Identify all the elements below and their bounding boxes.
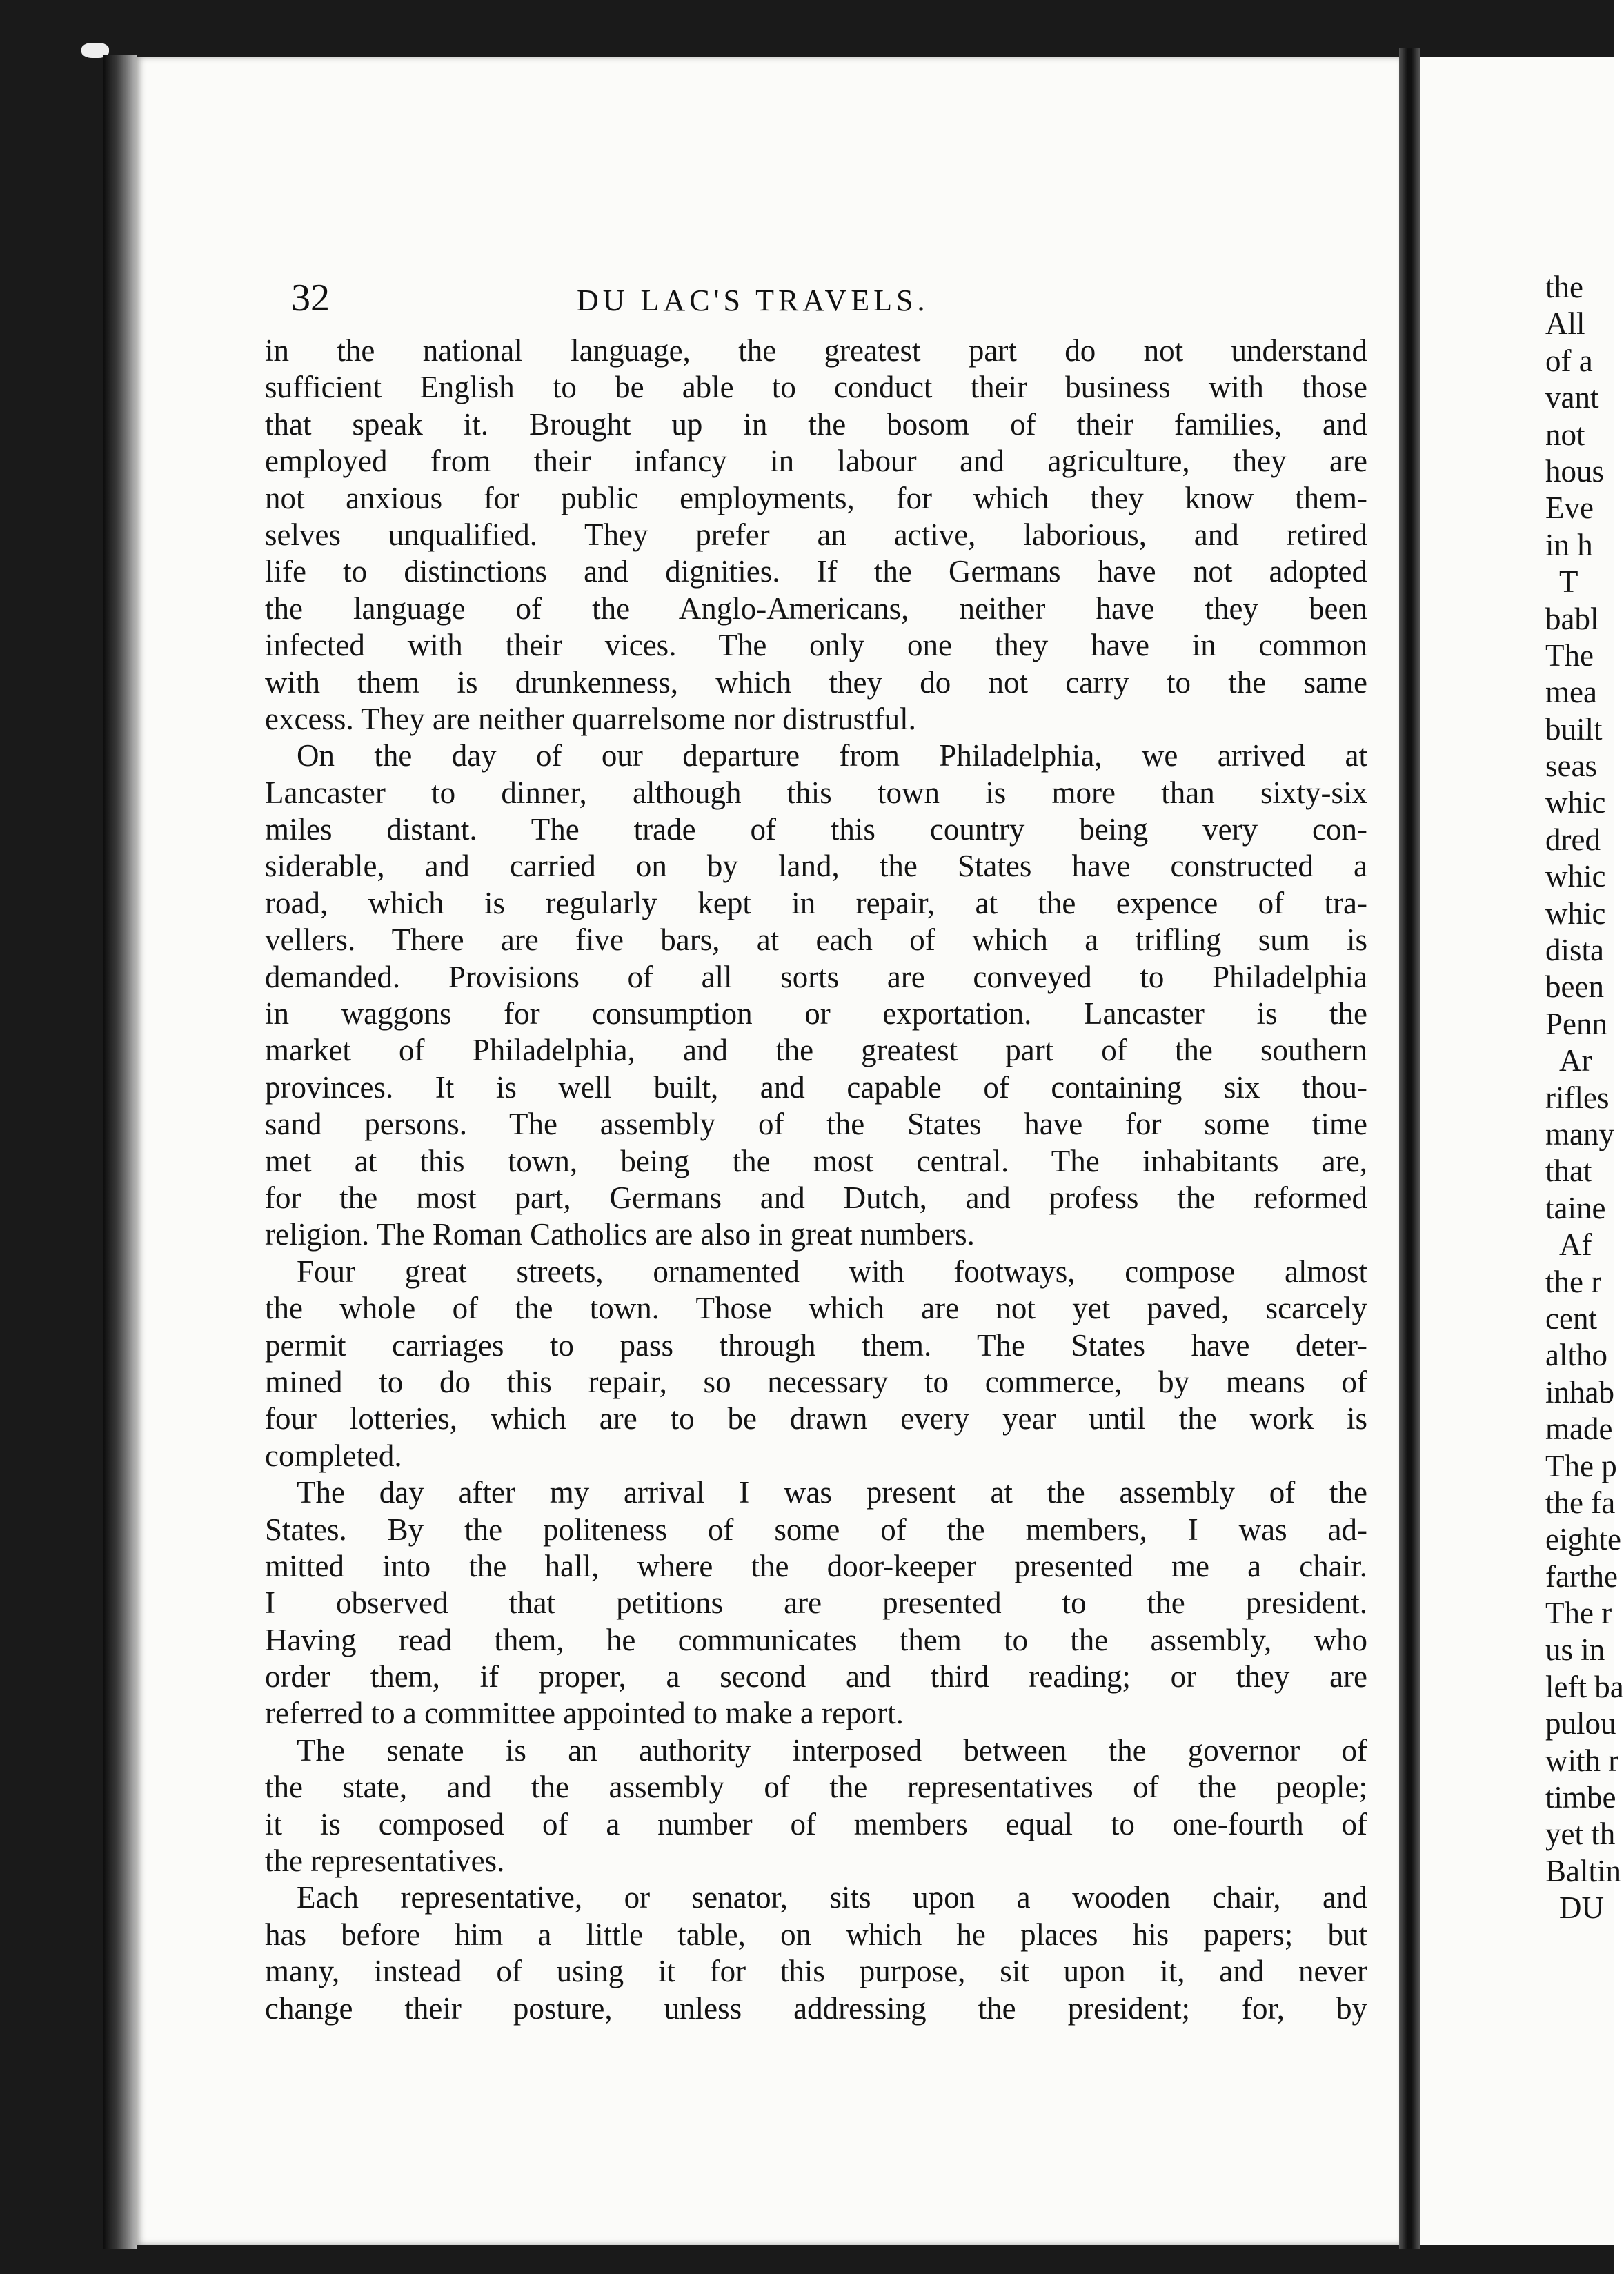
facing-text-line: Af (1559, 1227, 1592, 1263)
facing-text-line: in h (1545, 527, 1593, 562)
text-line: change their posture, unless addressing the president; for, by (265, 1990, 1367, 2026)
facing-text-line: whic (1545, 785, 1606, 820)
text-line: vellers. There are five bars, at each of which a trifling sum is (265, 922, 1367, 958)
text-line: the representatives. (265, 1843, 505, 1879)
facing-text-line: with r (1545, 1743, 1619, 1778)
facing-text-line: dista (1545, 933, 1604, 968)
text-line: Four great streets, ornamented with footways, compose almost (297, 1254, 1367, 1289)
text-line: mined to do this repair, so necessary to commerce, by means of (265, 1364, 1367, 1399)
facing-page-text (1545, 269, 1624, 1927)
text-line: market of Philadelphia, and the greatest part of the southern (265, 1033, 1367, 1068)
text-line: referred to a committee appointed to make a report. (265, 1696, 904, 1731)
facing-text-line: DU (1559, 1890, 1604, 1926)
facing-text-line: farthe (1545, 1559, 1618, 1594)
facing-text-line: vant (1545, 380, 1599, 415)
text-line: sufficient English to be able to conduct their business with those (265, 370, 1367, 405)
text-line: Lancaster to dinner, although this town is more than sixty-six (265, 775, 1367, 810)
facing-text-line: The p (1545, 1448, 1617, 1483)
text-line: road, which is regularly kept in repair, at the expence of tra- (265, 885, 1367, 920)
facing-text-line: seas (1545, 749, 1597, 784)
facing-text-line: cent (1545, 1301, 1597, 1336)
text-line: not anxious for public employments, for which they know them- (265, 480, 1367, 515)
text-line: in waggons for consumption or exportation. Lancaster is the (265, 996, 1367, 1031)
text-line: excess. They are neither quarrelsome nor distrustful. (265, 701, 916, 736)
text-line: met at this town, being the most central. The inhabitants are, (265, 1143, 1367, 1178)
text-line: has before him a little table, on which he places his papers; but (265, 1917, 1367, 1952)
running-head: DU LAC'S TRAVELS. (577, 284, 929, 317)
text-line: the state, and the assembly of the representatives of the people; (265, 1770, 1367, 1805)
facing-text-line: pulou (1545, 1706, 1616, 1741)
text-line: The senate is an authority interposed between the governor of (297, 1732, 1367, 1768)
facing-text-line: whic (1545, 896, 1606, 931)
text-line: selves unqualified. They prefer an active, laborious, and retired (265, 517, 1367, 552)
facing-text-line: yet th (1545, 1817, 1616, 1852)
facing-text-line: many (1545, 1116, 1614, 1151)
book-gutter (1399, 48, 1420, 2249)
text-line: for the most part, Germans and Dutch, and profess the reformed (265, 1180, 1367, 1215)
text-line: sand persons. The assembly of the States have for some time (265, 1107, 1367, 1142)
facing-text-line: dred (1545, 822, 1601, 857)
facing-text-line: eighte (1545, 1522, 1621, 1557)
facing-text-line: been (1545, 969, 1604, 1005)
text-line: I observed that petitions are presented to the president. (265, 1585, 1367, 1621)
text-line: The day after my arrival I was present at the assembly of the (297, 1475, 1367, 1510)
facing-text-line: Eve (1545, 491, 1594, 526)
text-line: Having read them, he communicates them to the assembly, who (265, 1622, 1367, 1657)
text-line: the whole of the town. Those which are not yet paved, scarcely (265, 1291, 1367, 1326)
facing-text-line: hous (1545, 453, 1605, 488)
facing-text-line: Ar (1559, 1043, 1592, 1078)
text-line: with them is drunkenness, which they do not carry to the same (265, 664, 1367, 700)
text-line: employed from their infancy in labour and agriculture, they are (265, 444, 1367, 479)
text-line: siderable, and carried on by land, the States have constructed a (265, 849, 1367, 884)
facing-text-line: of a (1545, 343, 1593, 378)
text-line: On the day of our departure from Philadelphia, we arrived at (297, 738, 1367, 773)
text-line: States. By the politeness of some of the members, I was ad- (265, 1512, 1367, 1547)
text-line: Each representative, or senator, sits upon a wooden chair, and (297, 1880, 1367, 1915)
page-edge-shadow (103, 55, 137, 2249)
facing-text-line: made (1545, 1412, 1613, 1447)
facing-text-line: T (1559, 564, 1578, 600)
facing-text-line: taine (1545, 1190, 1606, 1225)
facing-text-line: the r (1545, 1264, 1602, 1299)
facing-text-line: Baltin (1545, 1853, 1621, 1888)
facing-text-line: The (1545, 637, 1594, 673)
facing-text-line: The r (1545, 1596, 1612, 1631)
text-line: the language of the Anglo-Americans, neither have they been (265, 591, 1367, 626)
text-line: four lotteries, which are to be drawn every year until the work is (265, 1401, 1367, 1436)
text-line: completed. (265, 1438, 402, 1473)
page-header (135, 276, 1399, 324)
left-page (135, 57, 1399, 2245)
text-line: mitted into the hall, where the door-keeper presented me a chair. (265, 1548, 1367, 1583)
text-line: permit carriages to pass through them. The States have deter- (265, 1327, 1367, 1363)
facing-text-line: the fa (1545, 1485, 1616, 1520)
facing-text-line: timbe (1545, 1780, 1616, 1815)
text-line: many, instead of using it for this purpose, sit upon it, and never (265, 1954, 1367, 1989)
text-line: in the national language, the greatest part do not understand (265, 333, 1367, 368)
body-text (265, 333, 1367, 2027)
facing-text-line: All (1545, 306, 1585, 342)
text-line: infected with their vices. The only one they have in common (265, 628, 1367, 663)
page-number: 32 (291, 277, 330, 319)
facing-text-line: built (1545, 711, 1603, 747)
facing-text-line: left ba (1545, 1669, 1624, 1704)
text-line: life to distinctions and dignities. If the Germans have not adopted (265, 554, 1367, 589)
facing-text-line: rifles (1545, 1080, 1610, 1115)
facing-text-line: that (1545, 1154, 1592, 1189)
text-line: religion. The Roman Catholics are also in great numbers. (265, 1217, 975, 1252)
facing-text-line: whic (1545, 859, 1606, 894)
facing-text-line: babl (1545, 601, 1599, 636)
text-line: that speak it. Brought up in the bosom of their families, and (265, 406, 1367, 442)
text-line: it is composed of a number of members equal to one-fourth of (265, 1806, 1367, 1841)
facing-text-line: Penn (1545, 1006, 1607, 1041)
facing-text-line: inhab (1545, 1374, 1614, 1410)
facing-text-line: the (1545, 270, 1583, 304)
text-line: miles distant. The trade of this country being very con- (265, 812, 1367, 847)
facing-text-line: altho (1545, 1338, 1607, 1373)
facing-text-line: us in (1545, 1632, 1605, 1668)
facing-text-line: not (1545, 417, 1585, 452)
facing-text-line: mea (1545, 675, 1597, 710)
text-line: demanded. Provisions of all sorts are conveyed to Philadelphia (265, 959, 1367, 994)
text-line: provinces. It is well built, and capable of containing six thou- (265, 1069, 1367, 1105)
text-line: order them, if proper, a second and third reading; or they are (265, 1659, 1367, 1694)
